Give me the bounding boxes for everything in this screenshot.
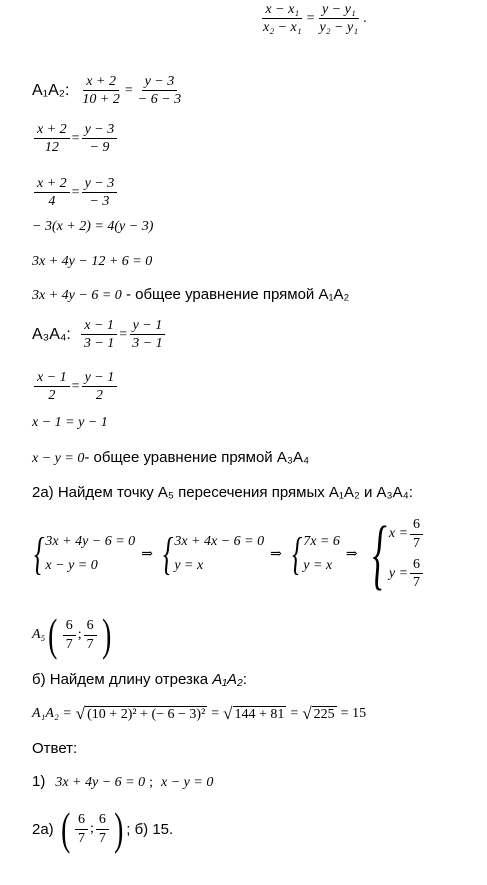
a1a2-l2-rnum: y − 3 — [82, 122, 118, 139]
answer-2-tail: ; б) 15. — [126, 820, 174, 838]
a1a2-l1-rnum: y − 3 — [142, 74, 178, 91]
implies-arrow-2: ⇒ — [270, 546, 282, 562]
a1a2-l3-num: x + 2 — [34, 176, 70, 193]
system-3 — [303, 530, 340, 578]
answer-2-y-den: 7 — [98, 830, 106, 846]
formula-den-left: x₂ − x₁ — [263, 20, 302, 36]
length-root-1: (10 + 2)² + (− 6 − 3)² — [87, 706, 206, 722]
a1a2-label: A₁A₂: — [32, 81, 70, 99]
a1a2-line-3: $\frac{x + 2}{4}$ = $\frac{y - 3}{- 3}$ — [32, 176, 119, 210]
a3a4-l1-den: 3 − 1 — [83, 336, 115, 352]
point-a5-x-den: 7 — [65, 636, 73, 652]
a3a4-general-text: - общее уравнение прямой A₃A₄ — [84, 449, 310, 466]
system-4-a-lhs: x = — [388, 526, 409, 542]
system-4-a-den: 7 — [413, 535, 421, 551]
a3a4-l1-rnum: y − 1 — [130, 318, 166, 335]
partb-heading-var: A₁A₂ — [212, 671, 243, 688]
system-3-eq-b: y = x — [303, 558, 333, 573]
point-a5-sep: ; — [77, 627, 82, 642]
sqrt-icon: √ — [223, 704, 233, 723]
answer-paren-open: ( — [60, 803, 70, 854]
answer-1-eq-1: 3x + 4y − 6 = 0 — [55, 775, 146, 790]
answer-line-1 — [32, 773, 213, 791]
a1a2-l2-den: 12 — [44, 140, 59, 156]
point-a5-label: A₅ — [32, 627, 46, 642]
a1a2-line-5: 3x + 4y − 12 + 6 = 0 — [32, 254, 153, 269]
answer-2-label: 2а) — [32, 820, 54, 838]
formula-eq: = — [306, 10, 315, 26]
system-4-b-lhs: y = — [388, 565, 409, 581]
a3a4-general-equation — [32, 449, 309, 467]
length-root-2: 144 + 81 — [234, 706, 285, 722]
brace-4: { — [372, 510, 387, 597]
system-2-eq-b: y = x — [174, 558, 204, 573]
a1a2-l1-rden: − 6 − 3 — [137, 92, 182, 108]
point-a5-y-den: 7 — [86, 636, 94, 652]
brace-3: { — [291, 528, 303, 579]
length-eq-2: = — [290, 706, 299, 721]
answer-1-eq-2: x − y = 0 — [161, 775, 214, 790]
paren-close: ) — [101, 609, 111, 660]
length-root-3: 225 — [313, 706, 335, 722]
part2a-heading: 2а) Найдем точку A₅ пересечения прямых A₁A₂ и A₃A₄: — [32, 484, 413, 501]
system-1-eq-b: x − y = 0 — [45, 558, 98, 573]
a3a4-l2-rnum: y − 1 — [82, 370, 118, 387]
a3a4-label: A₃A₄: — [32, 325, 71, 343]
answer-title: Ответ: — [32, 740, 78, 757]
a1a2-general-equation — [32, 286, 349, 304]
system-4-b-den: 7 — [413, 575, 421, 591]
two-point-line-formula — [258, 2, 367, 36]
a3a4-l2-den: 2 — [48, 388, 56, 404]
paren-open: ( — [48, 609, 58, 660]
a3a4-l2-rden: 2 — [95, 388, 103, 404]
intersection-systems — [30, 510, 425, 597]
formula-num-left: x − x₁ — [262, 2, 302, 19]
partb-heading-prefix: б) Найдем длину отрезка — [32, 671, 213, 688]
answer-line-2 — [32, 803, 174, 854]
segment-length-computation — [32, 704, 366, 724]
a1a2-general-eq: 3x + 4y − 6 = 0 — [32, 288, 122, 303]
formula-den-right: y₂ − y₁ — [319, 20, 359, 36]
implies-arrow-3: ⇒ — [345, 546, 358, 562]
point-a5-y-num: 6 — [84, 618, 97, 635]
point-a5-x-num: 6 — [63, 618, 76, 635]
system-4-a-num: 6 — [410, 517, 423, 534]
system-4-b-num: 6 — [410, 557, 423, 574]
answer-1-label: 1) — [32, 773, 46, 790]
a1a2-line-2: $\frac{x + 2}{12}$ = $\frac{y - 3}{- 9}$ — [32, 122, 119, 156]
a1a2-l3-rden: − 3 — [89, 194, 110, 210]
implies-arrow-1: ⇒ — [141, 546, 153, 562]
a1a2-line-1: A₁A₂: $\frac{x + 2}{10 + 2}$ = $\frac{y - 3}{- 6 - 3}$ — [32, 74, 186, 108]
brace-1: { — [34, 528, 45, 579]
a3a4-l1-rden: 3 − 1 — [132, 336, 163, 352]
partb-heading-suffix: : — [242, 671, 247, 688]
length-result: = 15 — [340, 706, 367, 721]
answer-paren-close: ) — [113, 803, 124, 854]
partb-heading — [32, 671, 247, 688]
a1a2-l3-den: 4 — [48, 194, 56, 210]
a1a2-l3-rnum: y − 3 — [82, 176, 118, 193]
sqrt-icon: √ — [302, 704, 312, 723]
length-lhs: A₁A₂ = — [32, 706, 72, 721]
a1a2-general-text: - общее уравнение прямой A₁A₂ — [121, 286, 350, 303]
a1a2-line-4: − 3(x + 2) = 4(y − 3) — [32, 219, 154, 234]
formula-num-right: y − y₁ — [319, 2, 359, 19]
a3a4-line-1: A₃A₄: $\frac{x - 1}{3 - 1}$ = $\frac{y - 1}{3 - 1}$ — [32, 318, 168, 352]
a3a4-l2-num: x − 1 — [34, 370, 70, 387]
answer-2-y-num: 6 — [96, 812, 109, 829]
point-a5 — [32, 609, 114, 660]
a1a2-l1-num: x + 2 — [83, 74, 119, 91]
sqrt-icon: √ — [75, 704, 86, 723]
formula-dot: . — [363, 10, 367, 26]
a1a2-l1-den: 10 + 2 — [82, 92, 120, 108]
system-1-eq-a: 3x + 4y − 6 = 0 — [45, 534, 136, 549]
a3a4-l1-num: x − 1 — [81, 318, 117, 335]
system-4 — [389, 517, 425, 591]
a1a2-l2-rden: − 9 — [89, 140, 110, 156]
length-eq-1: = — [211, 706, 220, 721]
a3a4-general-eq: x − y = 0 — [32, 451, 85, 466]
answer-2-x-num: 6 — [75, 812, 88, 829]
system-1 — [45, 530, 135, 578]
a3a4-line-2: $\frac{x - 1}{2}$ = $\frac{y - 1}{2}$ — [32, 370, 119, 404]
answer-1-sep: ; — [149, 775, 154, 790]
brace-2: { — [163, 528, 174, 579]
system-3-eq-a: 7x = 6 — [303, 534, 340, 549]
a1a2-l2-num: x + 2 — [34, 122, 70, 139]
system-2 — [174, 530, 264, 578]
a3a4-line-3: x − 1 = y − 1 — [32, 415, 108, 430]
answer-2-sep: ; — [90, 821, 94, 836]
answer-2-x-den: 7 — [78, 830, 86, 846]
system-2-eq-a: 3x + 4x − 6 = 0 — [174, 534, 265, 549]
